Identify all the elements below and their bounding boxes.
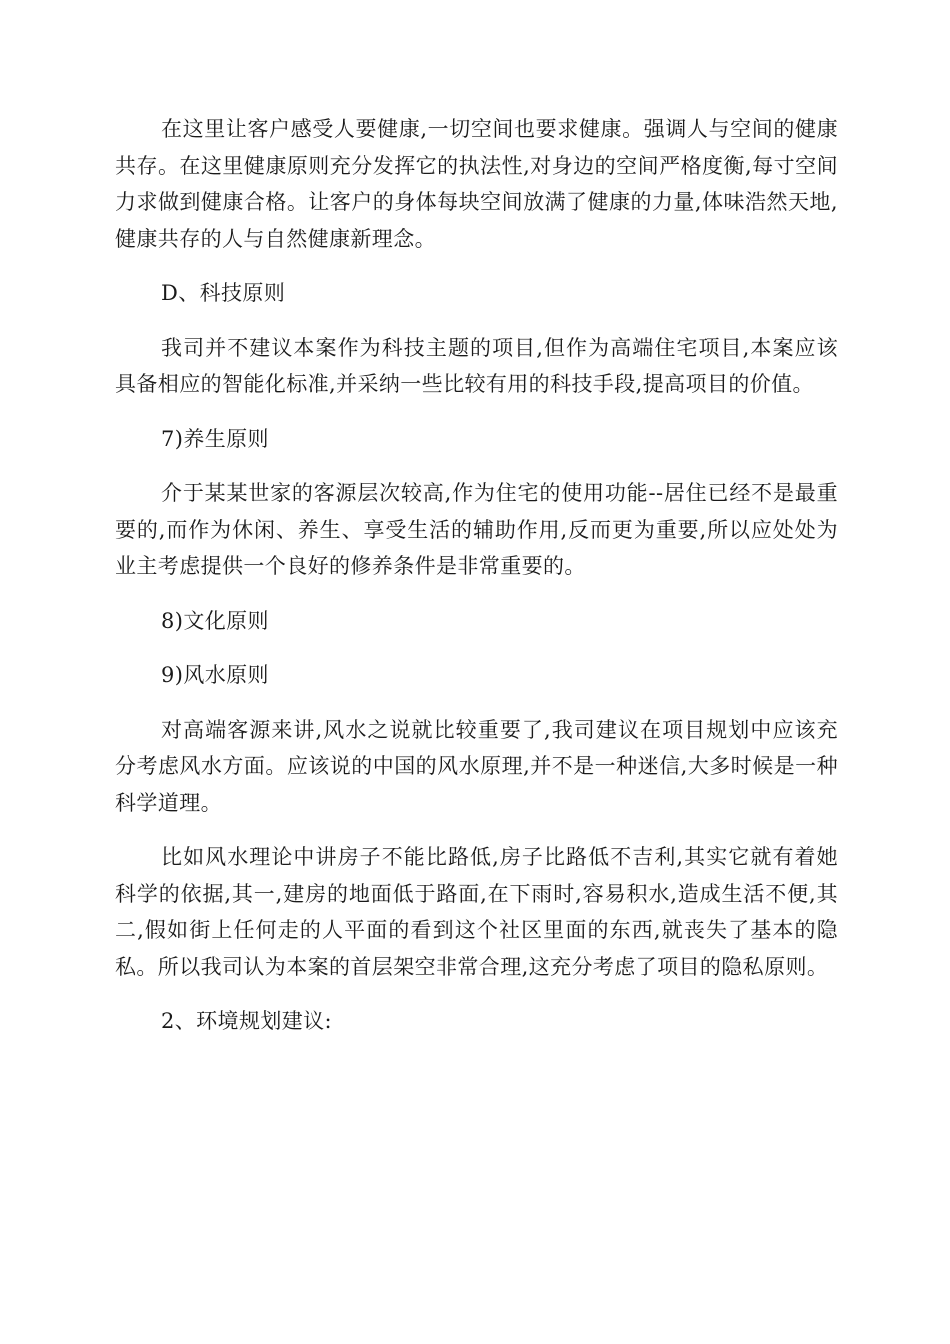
paragraph-tech-principle: 我司并不建议本案作为科技主题的项目,但作为高端住宅项目,本案应该具备相应的智能化标准,并采纳一些比较有用的科技手段,提高项目的价值。 — [115, 335, 838, 396]
heading-culture-principle: 8)文化原则 — [161, 608, 269, 633]
heading-wellness-principle: 7)养生原则 — [161, 426, 269, 451]
paragraph-wellness-principle: 介于某某世家的客源层次较高,作为住宅的使用功能--居住已经不是最重要的,而作为休闲、养生、享受生活的辅助作用,反而更为重要,所以应处处为业主考虑提供一个良好的修养条件是非常重要的。 — [115, 481, 838, 578]
paragraph-health-principle: 在这里让客户感受人要健康,一切空间也要求健康。强调人与空间的健康共存。在这里健康原则充分发挥它的执法性,对身边的空间严格度衡,每寸空间力求做到健康合格。让客户的身体每块空间放满了健康的力量,体味浩然天地,健康共存的人与自然健康新理念。 — [115, 117, 838, 251]
paragraph-fengshui-principle: 对高端客源来讲,风水之说就比较重要了,我司建议在项目规划中应该充分考虑风水方面。应该说的中国的风水原理,并不是一种迷信,大多时候是一种科学道理。 — [115, 717, 838, 815]
heading-environment-planning: 2、环境规划建议: — [161, 1009, 333, 1033]
heading-fengshui-principle: 9)风水原则 — [161, 663, 269, 687]
heading-tech-principle: D、科技原则 — [161, 281, 286, 305]
paragraph-fengshui-example: 比如风水理论中讲房子不能比路低,房子比路低不吉利,其实它就有着她科学的依据,其一,建房的地面低于路面,在下雨时,容易积水,造成生活不便,其二,假如街上任何走的人平面的看到这个社区里面的东西,就丧失了基本的隐私。所以我司认为本案的首层架空非常合理,这充分考虑了项目的隐私原则。 — [115, 845, 838, 979]
